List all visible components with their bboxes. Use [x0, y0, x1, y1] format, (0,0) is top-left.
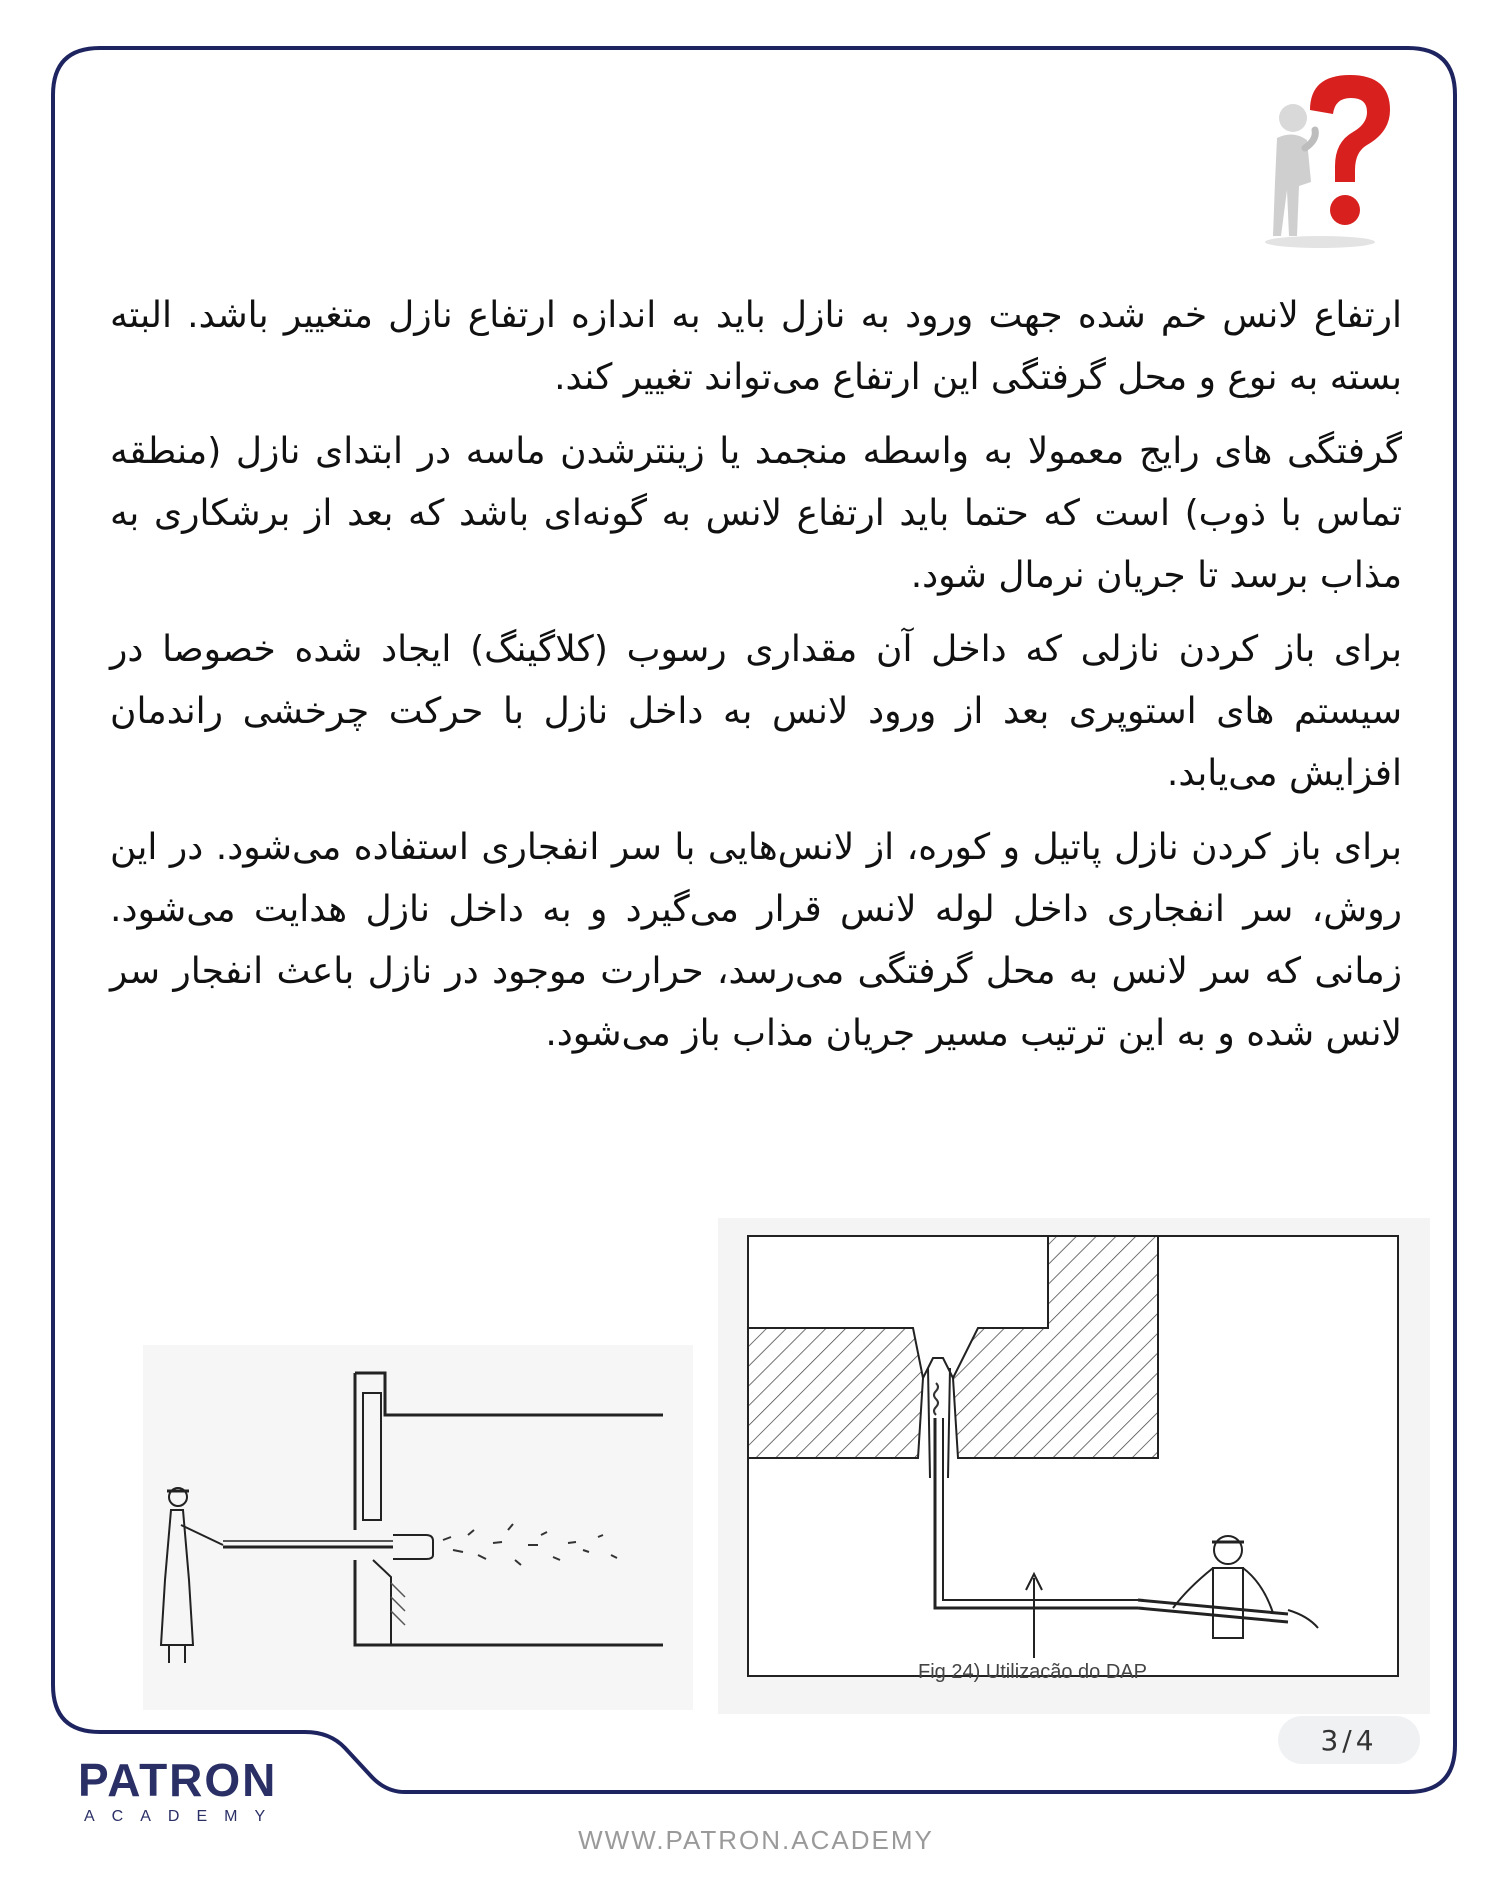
dap-drawing	[718, 1218, 1430, 1714]
paragraph: برای باز کردن نازل پاتیل و کوره، از لانس‌هایی با سر انفجاری استفاده می‌شود. در این روش، سر انفجاری داخل لوله لانس قرار می‌گیرد و به داخل نازل هدایت می‌شود. زمانی که سر لانس به محل گرفتگی می‌رسد، حرارت موجود در نازل باعث انفجار سر لانس شده و به این ترتیب مسیر جریان مذاب باز می‌شود.	[110, 827, 1402, 1054]
question-mark-person-icon	[1255, 70, 1395, 250]
paragraph: برای باز کردن نازلی که داخل آن مقداری رسوب (کلاگینگ) ایجاد شده خصوصا در سیستم های استوپری بعد از ورود لانس به داخل نازل با حرکت چرخشی راندمان افزایش می‌یابد.	[110, 629, 1402, 794]
body-text	[110, 285, 1402, 1077]
website-url[interactable]: WWW.PATRON.ACADEMY	[578, 1825, 934, 1855]
lance-sketch-figure	[143, 1345, 693, 1710]
page-number: 3/4	[1278, 1716, 1420, 1764]
dap-figure	[718, 1218, 1430, 1714]
paragraph: گرفتگی های رایج معمولا به واسطه منجمد یا زینترشدن ماسه در ابتدای نازل (منطقه تماس با ذوب) است که حتما باید ارتفاع لانس به گونه‌ای باشد که بعد از برشکاری به مذاب برسد تا جریان نرمال شود.	[110, 431, 1402, 596]
paragraph: ارتفاع لانس خم شده جهت ورود به نازل باید به اندازه ارتفاع نازل متغییر باشد. البته بسته به نوع و محل گرفتگی این ارتفاع می‌تواند تغییر کند.	[110, 295, 1402, 398]
figure-caption: Fig 24) Utilizacão do DAP	[918, 1661, 1147, 1683]
brand-subtitle: ACADEMY	[84, 1808, 283, 1825]
brand-logo: PATRON	[78, 1754, 278, 1806]
lance-sketch-drawing	[143, 1345, 693, 1710]
